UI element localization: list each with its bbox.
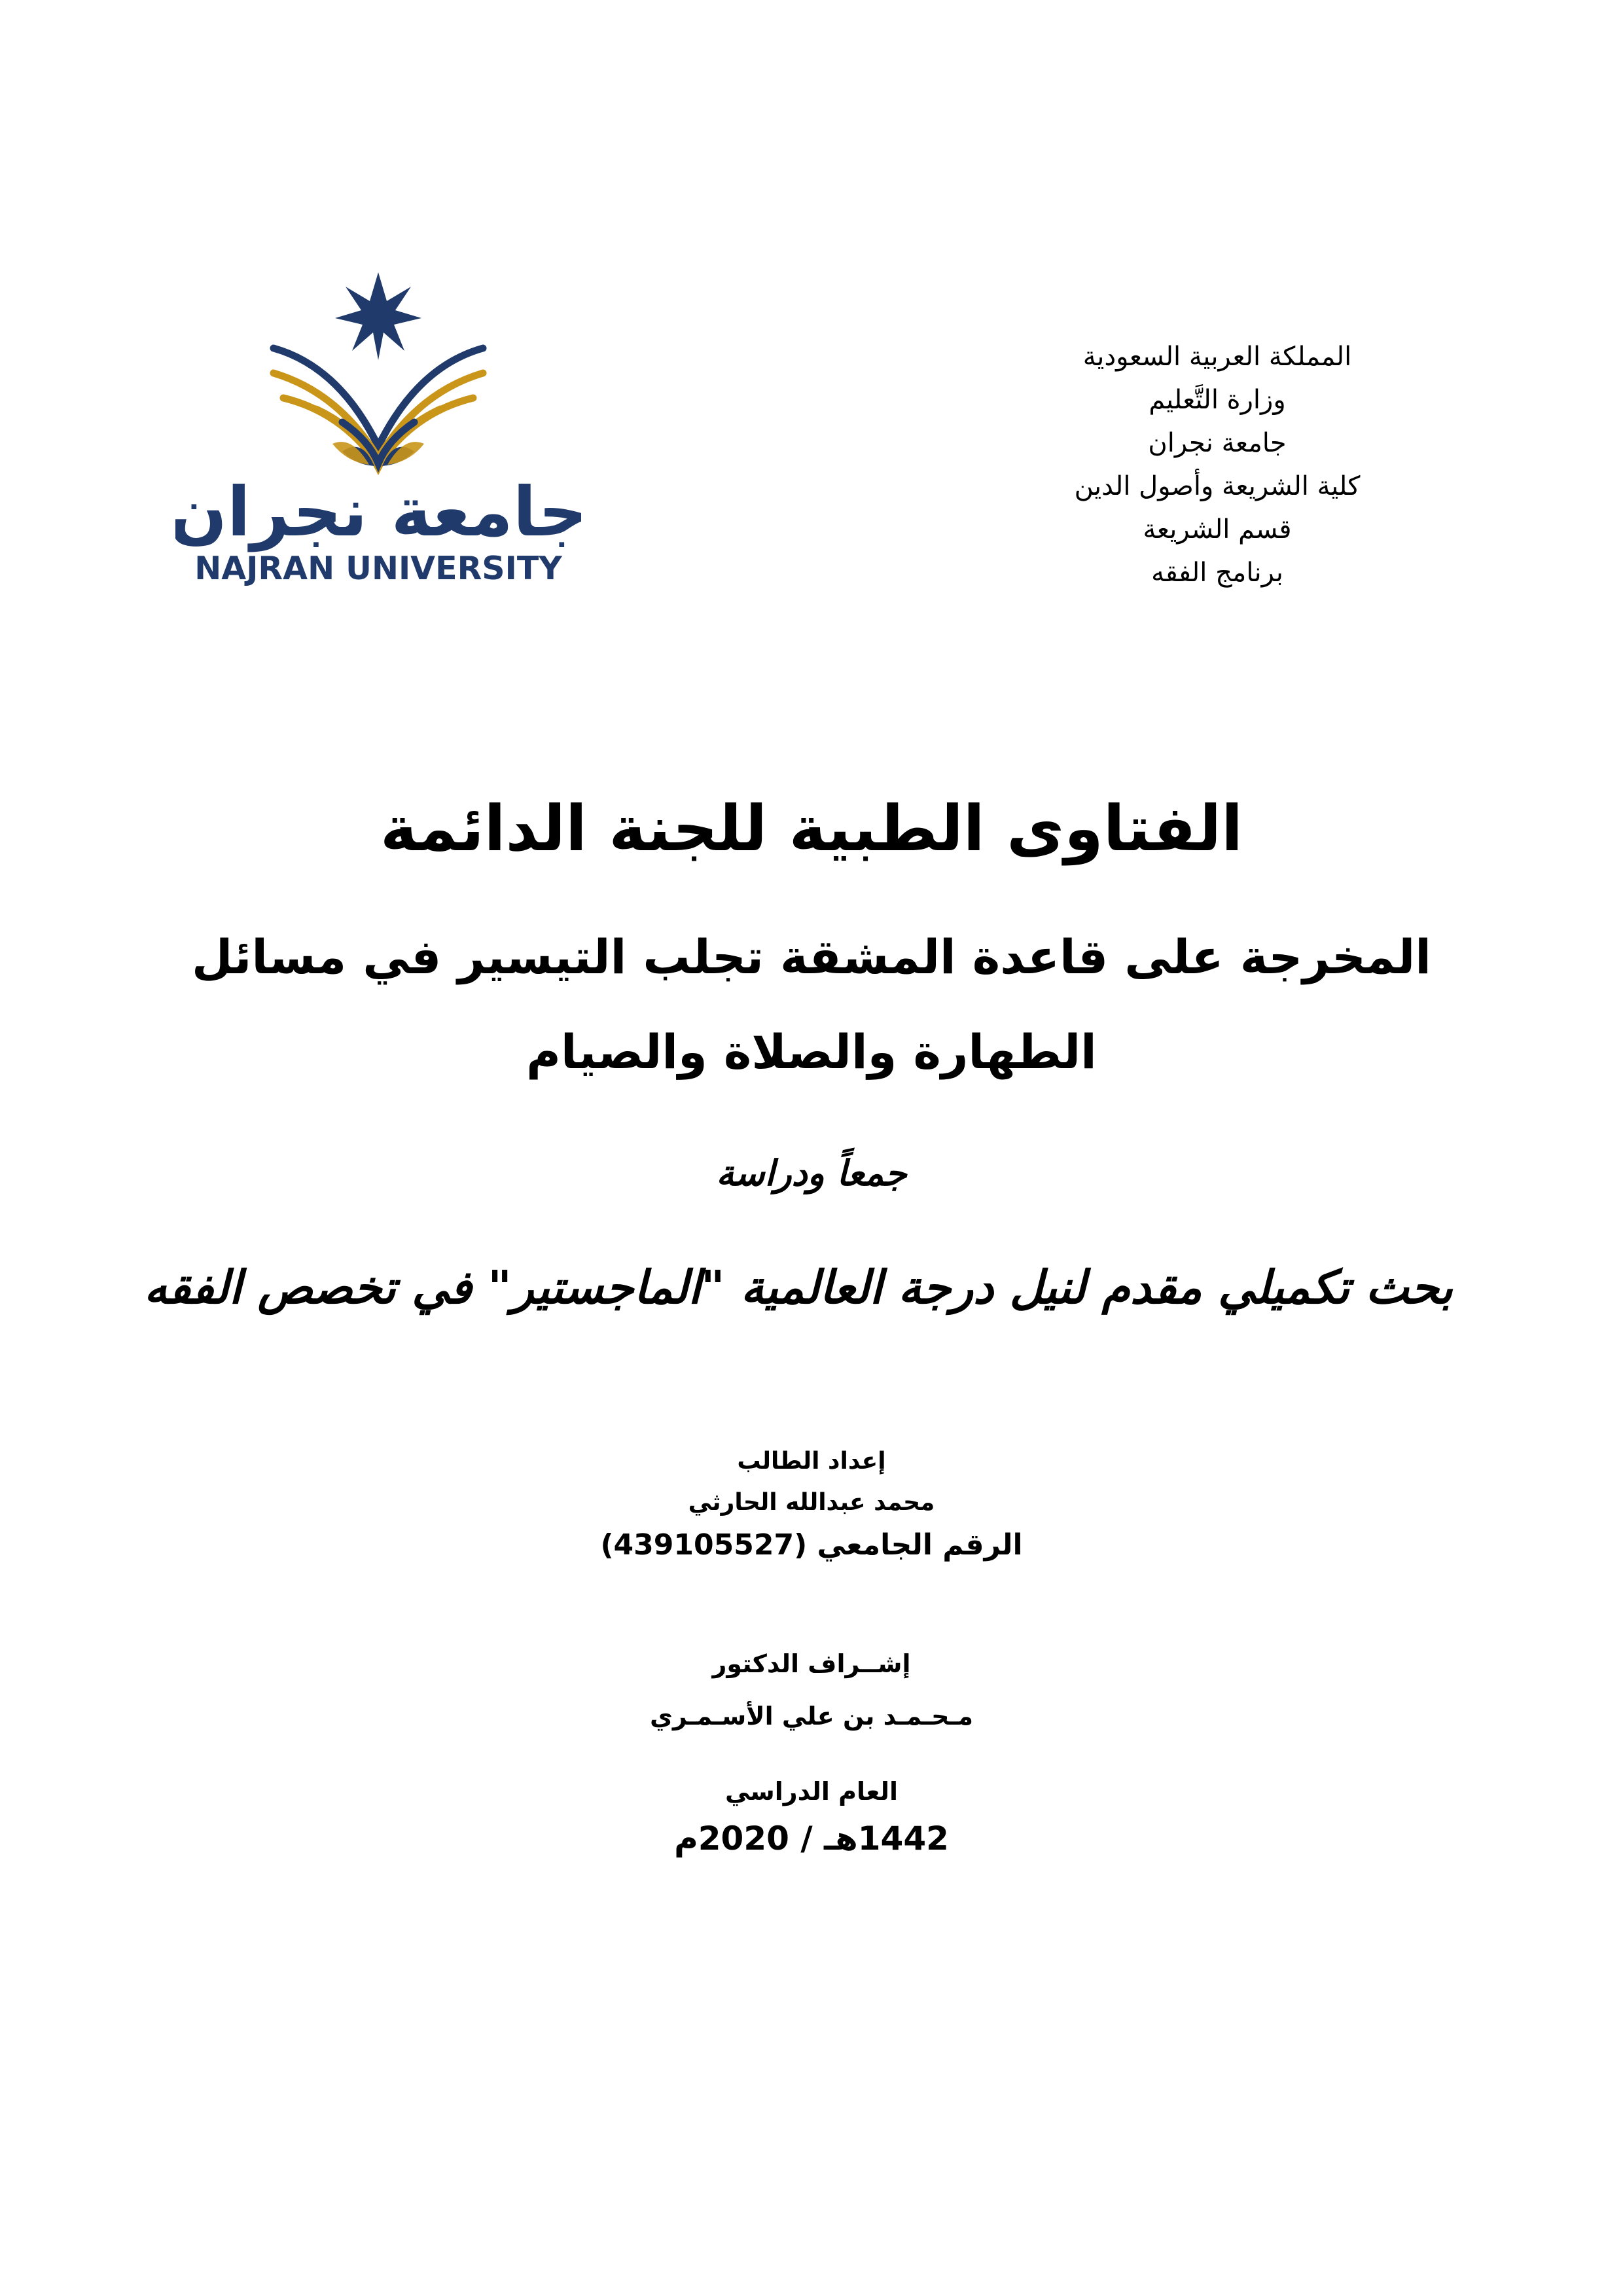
institution-header [995, 335, 1440, 594]
star-icon [335, 272, 421, 360]
student-id: الرقم الجامعي (439105527) [600, 1528, 1023, 1562]
academic-year-label: العام الدراسي [724, 1777, 899, 1806]
header-line-program: برنامج الفقه [1151, 558, 1283, 588]
header-line-university: جامعة نجران [1148, 428, 1287, 458]
degree-statement: بحث تكميلي مقدم لنيل درجة العالمية "الماجستير" في تخصص الفقه [144, 1260, 1453, 1314]
logo-english-name: NAJRAN UNIVERSITY [194, 550, 562, 587]
student-name: محمد عبدالله الحارثي [688, 1489, 935, 1516]
header-line-ministry: وزارة التَّعليم [1149, 385, 1286, 415]
najran-university-logo [175, 268, 581, 596]
header-line-department: قسم الشريعة [1143, 514, 1292, 545]
thesis-title-line2: المخرجة على قاعدة المشقة تجلب التيسير في مسائل [192, 929, 1431, 984]
study-subtitle: جمعاً ودراسة [716, 1152, 907, 1194]
student-label: إعداد الطالب [737, 1448, 886, 1475]
supervisor-label: إشــراف الدكتور [712, 1649, 911, 1678]
header-line-kingdom: المملكة العربية السعودية [1082, 342, 1352, 372]
header-line-college: كلية الشريعة وأصول الدين [1074, 471, 1361, 501]
arc-outer-navy [274, 348, 483, 446]
supervisor-name: مـحـمـد بن علي الأسـمـري [650, 1702, 973, 1731]
logo-arabic-name: جامعة نجران [175, 472, 581, 552]
academic-year-value: 1442هـ / 2020م [674, 1820, 949, 1857]
thesis-title-line3: الطهارة والصلاة والصيام [526, 1024, 1097, 1079]
thesis-title-main: الفتاوى الطبية للجنة الدائمة [380, 792, 1243, 865]
